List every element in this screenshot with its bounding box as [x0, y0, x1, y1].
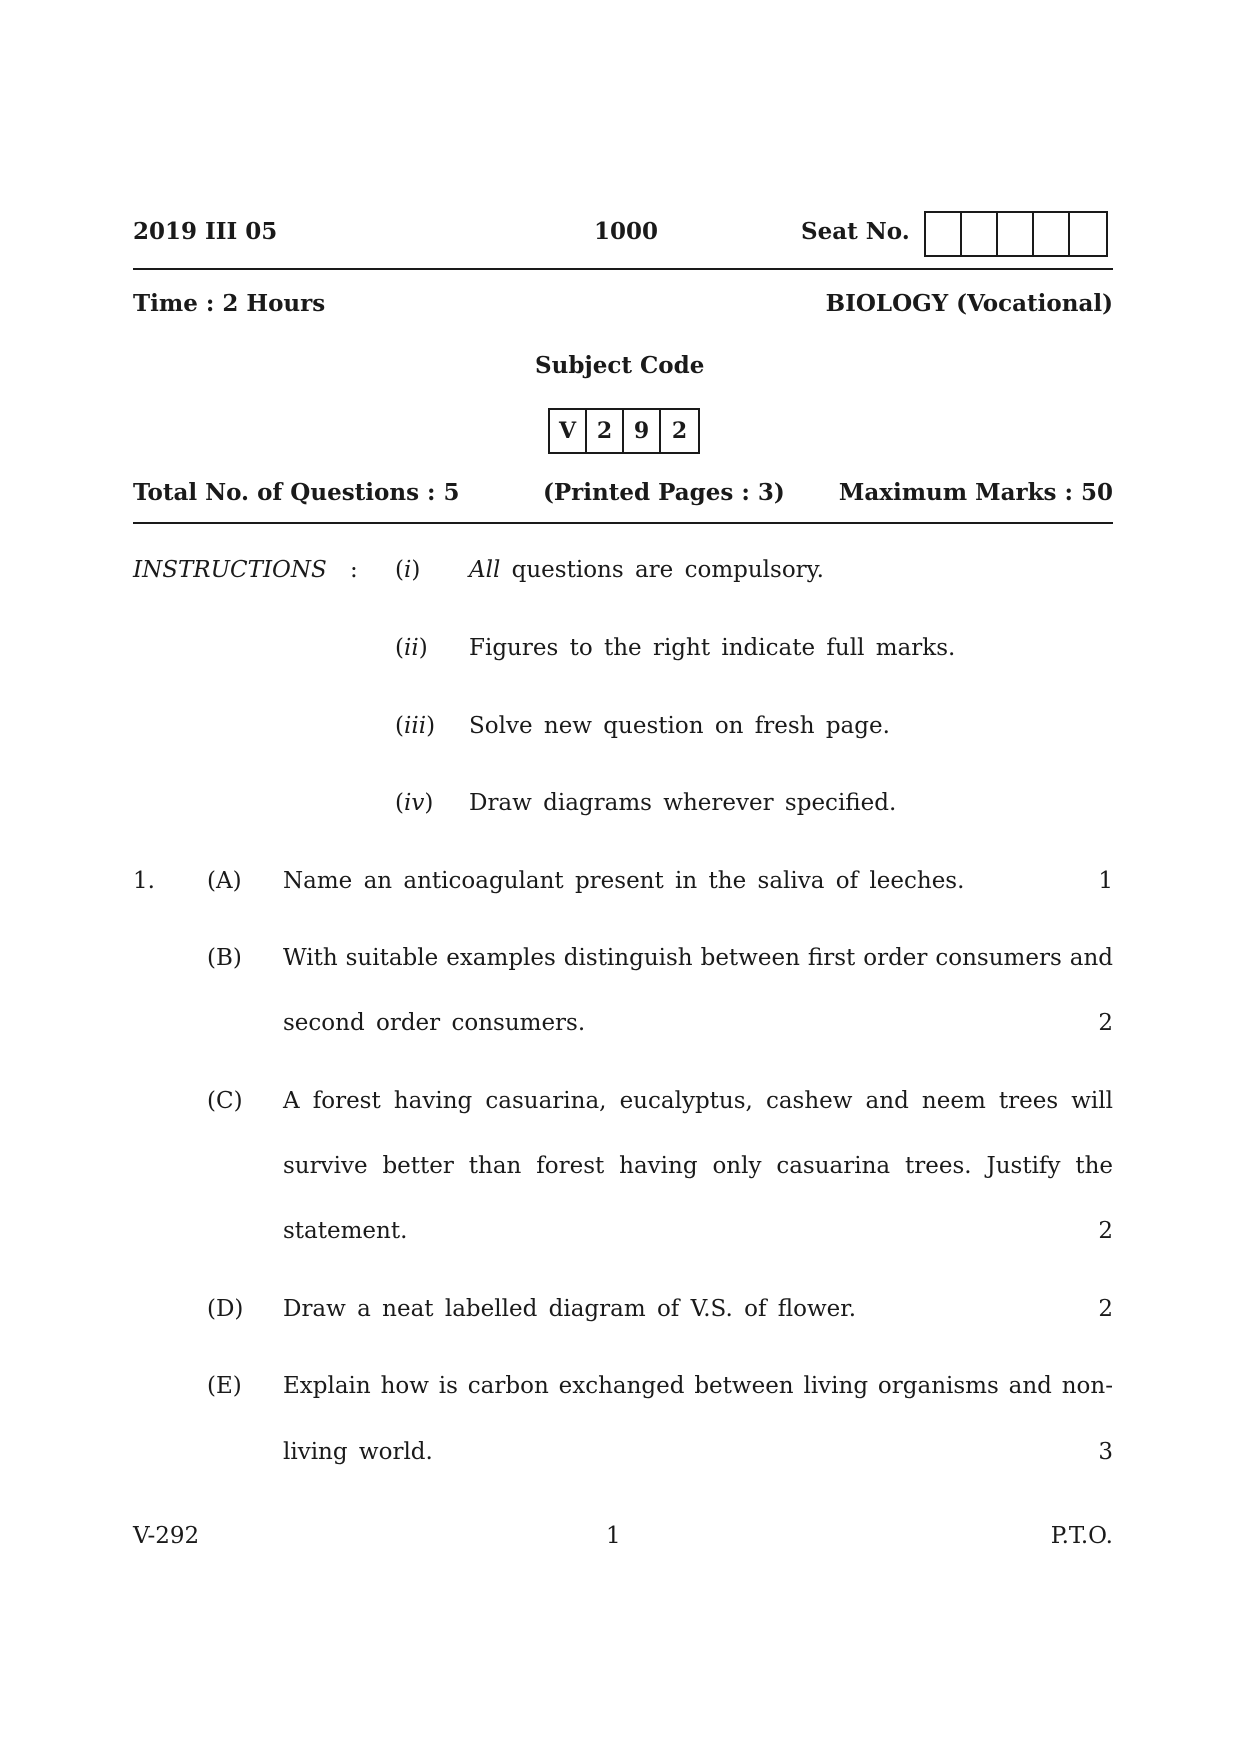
exam-code: 2019 III 05: [133, 218, 278, 245]
part-label: (A): [207, 868, 242, 894]
question-marks: 2: [1098, 1296, 1113, 1322]
subject-title: BIOLOGY (Vocational): [825, 290, 1113, 317]
instruction-number: (ii): [395, 635, 428, 661]
subject-code-char: 9: [624, 410, 661, 452]
question-line: With suitable examples distinguish between first order consumers and: [283, 945, 1113, 971]
header-bottom-divider: [133, 522, 1113, 524]
part-label: (E): [207, 1373, 242, 1399]
header-divider: [133, 268, 1113, 270]
footer-paper-code: V-292: [133, 1523, 200, 1549]
instruction-text: Solve new question on fresh page.: [469, 713, 890, 739]
subject-code-char: V: [550, 410, 587, 452]
subject-code-char: 2: [587, 410, 624, 452]
time-allowed: Time : 2 Hours: [133, 290, 326, 317]
seat-box[interactable]: [1070, 213, 1106, 255]
subject-code-boxes: [548, 408, 700, 454]
question-marks: 2: [1098, 1010, 1113, 1036]
instruction-text: Figures to the right indicate full marks.: [469, 635, 956, 661]
seat-box[interactable]: [962, 213, 998, 255]
instructions-colon: :: [350, 557, 358, 583]
question-marks: 2: [1098, 1218, 1113, 1244]
question-line: living world.: [283, 1439, 433, 1465]
instruction-text: Draw diagrams wherever specified.: [469, 790, 897, 816]
instruction-number: (iii): [395, 713, 436, 739]
total-questions: Total No. of Questions : 5: [133, 479, 460, 506]
part-label: (C): [207, 1088, 243, 1114]
please-turn-over: P.T.O.: [1050, 1523, 1113, 1549]
question-marks: 3: [1098, 1439, 1113, 1465]
seat-box[interactable]: [926, 213, 962, 255]
instructions-label: INSTRUCTIONS: [133, 557, 327, 583]
part-label: (D): [207, 1296, 244, 1322]
question-line: A forest having casuarina, eucalyptus, cashew and neem trees will: [283, 1088, 1113, 1114]
seat-box[interactable]: [1034, 213, 1070, 255]
question-line: second order consumers.: [283, 1010, 586, 1036]
question-line: statement.: [283, 1218, 408, 1244]
part-label: (B): [207, 945, 242, 971]
question-line: Name an anticoagulant present in the saliva of leeches.: [283, 868, 965, 894]
instruction-number: (i): [395, 557, 421, 583]
question-line: Explain how is carbon exchanged between living organisms and non-: [283, 1373, 1113, 1399]
subject-code-label: Subject Code: [535, 352, 705, 379]
maximum-marks: Maximum Marks : 50: [838, 479, 1113, 506]
question-number: 1.: [133, 868, 155, 894]
question-marks: 1: [1098, 868, 1113, 894]
question-line: survive better than forest having only casuarina trees. Justify the: [283, 1153, 1113, 1179]
page-number: 1: [606, 1523, 621, 1549]
subject-code-char: 2: [671, 418, 688, 444]
printed-pages: (Printed Pages : 3): [543, 479, 785, 506]
instruction-text: All questions are compulsory.: [469, 557, 824, 583]
seat-box[interactable]: [998, 213, 1034, 255]
question-line: Draw a neat labelled diagram of V.S. of flower.: [283, 1296, 857, 1322]
instruction-number: (iv): [395, 790, 434, 816]
paper-number: 1000: [594, 218, 659, 245]
seat-label: Seat No.: [801, 218, 910, 245]
seat-number-boxes[interactable]: [924, 211, 1108, 257]
